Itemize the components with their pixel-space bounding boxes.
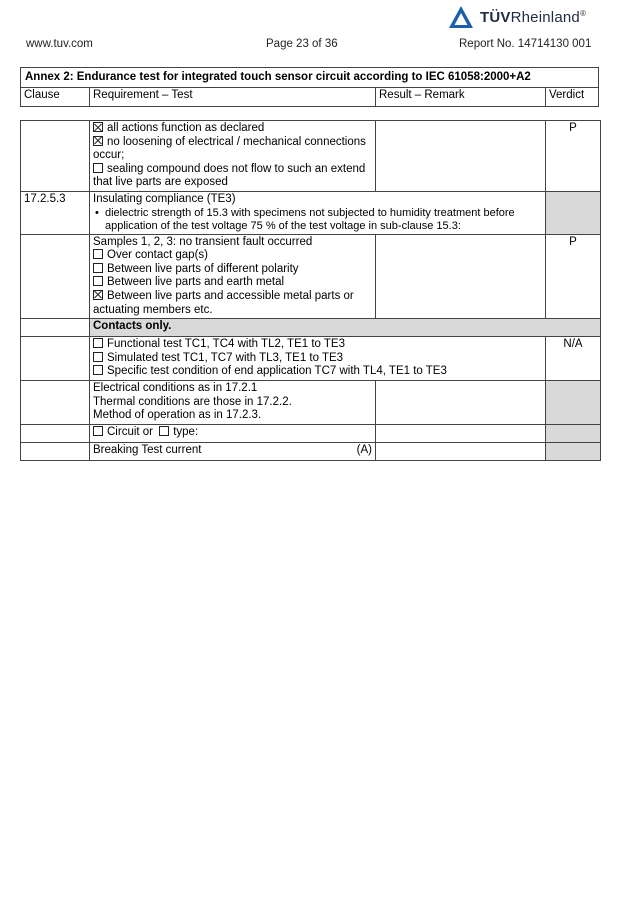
requirement-cell	[90, 337, 546, 381]
requirement-cell	[90, 424, 376, 442]
requirement-title: Insulating compliance (TE3)	[93, 192, 236, 205]
table-row	[21, 121, 601, 192]
verdict-cell	[546, 442, 601, 460]
checkbox-item: Over contact gap(s)	[93, 249, 372, 263]
clause-cell	[21, 319, 90, 337]
verdict-cell	[546, 424, 601, 442]
conditions-line: Thermal conditions are those in 17.2.2.	[93, 395, 292, 408]
clause-cell	[21, 121, 90, 192]
result-cell	[376, 380, 546, 424]
col-verdict: Verdict	[549, 89, 585, 101]
verdict-cell	[546, 191, 601, 234]
table-row	[21, 234, 601, 319]
checkbox-item: Between live parts and accessible metal parts or actuating members etc.	[93, 289, 354, 316]
test-table	[20, 120, 601, 461]
page-number: Page 23 of 36	[266, 38, 338, 50]
checkbox-item: Simulated test TC1, TC7 with TL3, TE1 to TE3	[93, 352, 542, 366]
table-row	[21, 442, 601, 460]
clause-cell	[21, 442, 90, 460]
clause-cell	[21, 234, 90, 319]
checkbox[interactable]	[93, 352, 103, 362]
website-text: www.tuv.com	[26, 38, 93, 50]
table-row	[21, 337, 601, 381]
checkbox-item: sealing compound does not flow to such an extend that live parts are exposed	[93, 162, 366, 189]
checkbox-item: Functional test TC1, TC4 with TL2, TE1 to TE3	[93, 338, 542, 352]
checkbox[interactable]	[93, 136, 103, 146]
tuv-rheinland-logo	[448, 4, 608, 30]
unit-label: (A)	[356, 443, 372, 456]
checkbox[interactable]	[93, 249, 103, 259]
verdict-cell: P	[546, 121, 601, 192]
annex-header-table	[20, 67, 599, 107]
result-cell	[376, 121, 546, 192]
verdict-cell	[546, 380, 601, 424]
checkbox[interactable]	[93, 426, 103, 436]
samples-text: Samples 1, 2, 3: no transient fault occurred	[93, 235, 313, 248]
table-row	[21, 424, 601, 442]
col-result: Result – Remark	[376, 88, 546, 106]
checkbox-item: all actions function as declared	[93, 122, 372, 136]
report-number: Report No. 14714130 001	[459, 38, 592, 50]
conditions-line: Method of operation as in 17.2.3.	[93, 409, 262, 422]
conditions-line: Electrical conditions as in 17.2.1	[93, 381, 258, 394]
checkbox-item: Between live parts of different polarity	[93, 263, 372, 277]
requirement-cell	[90, 191, 546, 234]
checkbox-item: no loosening of electrical / mechanical connections occur;	[93, 135, 366, 162]
checkbox[interactable]	[93, 290, 103, 300]
column-headers	[21, 88, 598, 106]
contacts-only-heading: Contacts only.	[90, 319, 601, 337]
clause-cell	[21, 380, 90, 424]
bullet-item: • dielectric strength of 15.3 with specimens not subjected to humidity treatment before application of the test voltage 75 % of the test voltage in sub-clause 15.3:	[93, 207, 542, 233]
checkbox[interactable]	[159, 426, 169, 436]
result-cell	[376, 234, 546, 319]
tuv-triangle-icon	[448, 5, 474, 29]
checkbox-item: Between live parts and earth metal	[93, 276, 372, 290]
result-cell	[376, 424, 546, 442]
checkbox[interactable]	[93, 338, 103, 348]
requirement-cell	[90, 234, 376, 319]
circuit-label: Circuit or	[107, 425, 154, 438]
requirement-cell	[90, 442, 376, 460]
requirement-cell	[90, 121, 376, 192]
brand-name: TÜVRheinland®	[480, 8, 587, 26]
col-requirement: Requirement – Test	[90, 88, 376, 106]
checkbox[interactable]	[93, 263, 103, 273]
requirement-cell	[90, 380, 376, 424]
verdict-cell: P	[546, 234, 601, 319]
result-cell	[376, 442, 546, 460]
verdict-cell: N/A	[546, 337, 601, 381]
checkbox[interactable]	[93, 365, 103, 375]
type-label: type:	[173, 425, 199, 438]
table-row	[21, 380, 601, 424]
breaking-current-label: Breaking Test current	[93, 443, 202, 456]
clause-cell: 17.2.5.3	[21, 191, 90, 234]
checkbox[interactable]	[93, 276, 103, 286]
checkbox[interactable]	[93, 122, 103, 132]
annex-title: Annex 2: Endurance test for integrated touch sensor circuit according to IEC 61058:2000+A2	[21, 68, 598, 88]
clause-cell	[21, 424, 90, 442]
checkbox-item: Specific test condition of end application TC7 with TL4, TE1 to TE3	[93, 365, 542, 379]
checkbox[interactable]	[93, 163, 103, 173]
table-row	[21, 319, 601, 337]
clause-cell	[21, 337, 90, 381]
col-clause: Clause	[21, 88, 90, 106]
table-row	[21, 191, 601, 234]
